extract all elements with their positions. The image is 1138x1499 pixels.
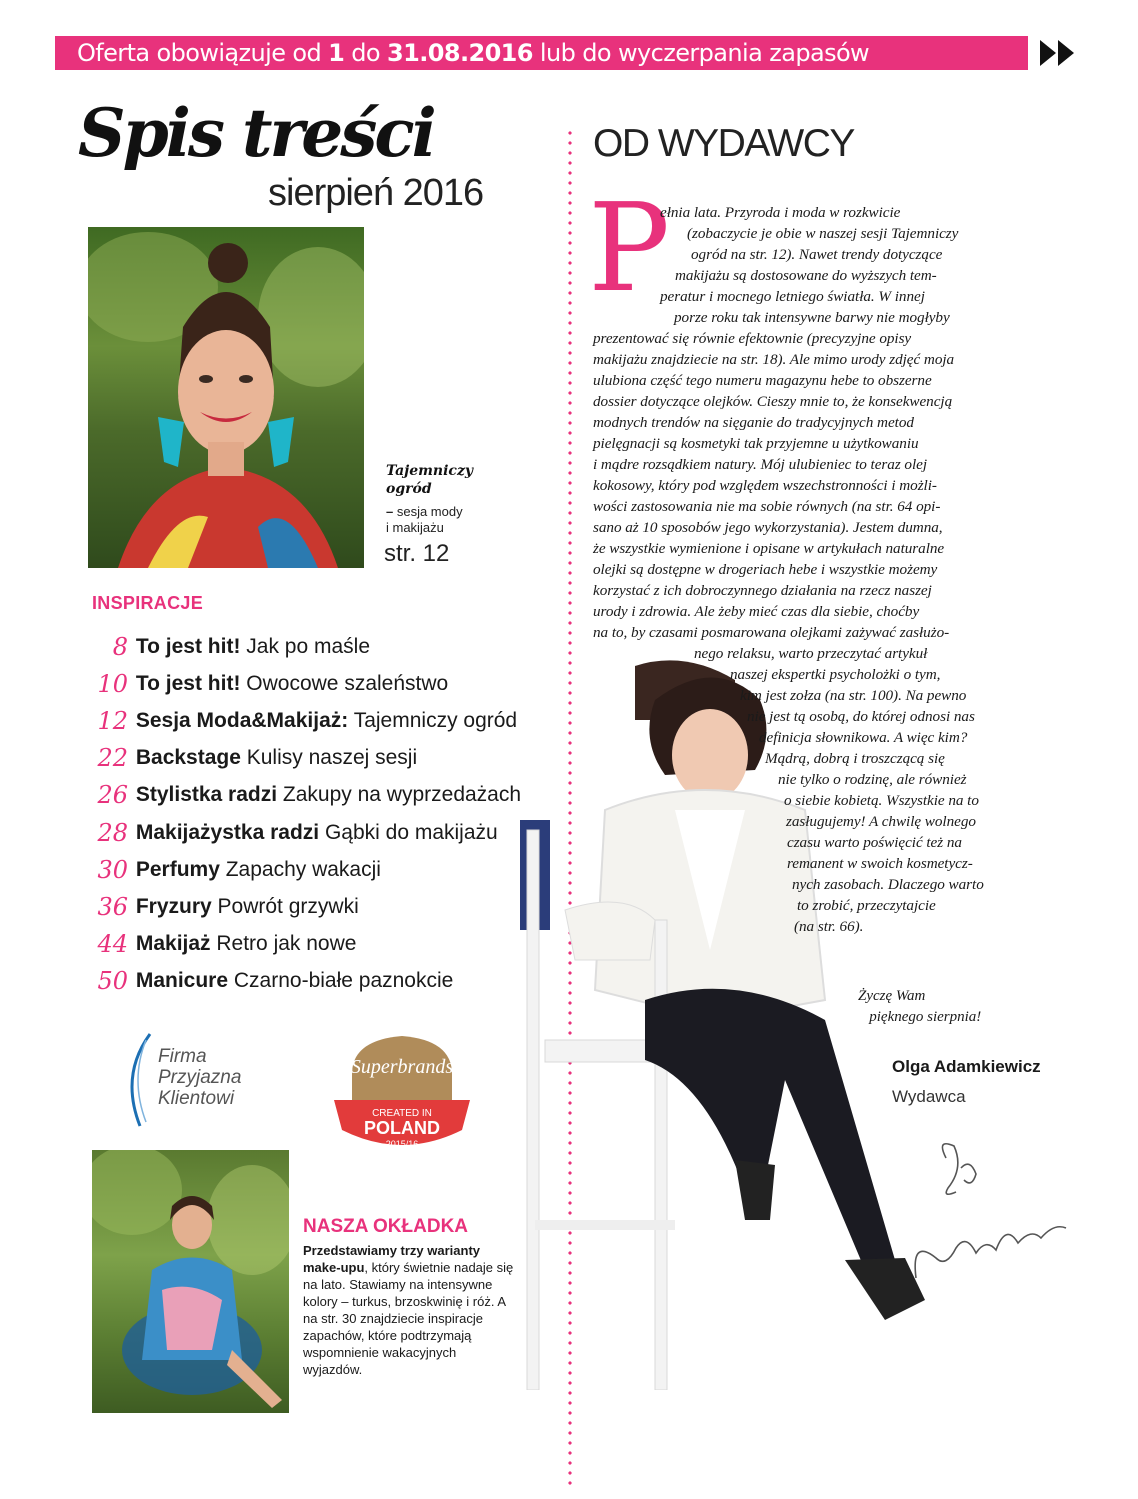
editorial-line: (zobaczycie je obie w naszej sesji Tajemniczy: [687, 225, 959, 242]
toc-item-label: Perfumy Zapachy wakacji: [135, 857, 381, 881]
toc-page-number: 36: [97, 892, 128, 921]
year-label: 2015/16: [385, 1139, 419, 1149]
toc-item-label: To jest hit! Owocowe szaleństwo: [135, 671, 449, 695]
toc-item-label: Backstage Kulisy naszej sesji: [135, 746, 418, 770]
toc-item-label: Stylistka radzi Zakupy na wyprzedażach: [135, 783, 522, 807]
toc-page-number: 22: [97, 744, 128, 773]
toc-page-number: 8: [112, 632, 128, 661]
toc-page-number: 26: [97, 781, 128, 810]
toc-item-label: Manicure Czarno-białe paznokcie: [135, 969, 454, 993]
toc-item[interactable]: [88, 777, 558, 814]
editorial-line: olejki są dostępne w drogeriach hebe i wszystkie możemy: [593, 561, 938, 578]
editorial-line: i mądre rozsądkiem natury. Mój ulubieniec to teraz olej: [593, 456, 927, 473]
toc-item[interactable]: [88, 888, 558, 925]
toc-page-number: 44: [97, 930, 128, 959]
editorial-line: nie tylko o rodzinę, ale również: [778, 771, 967, 788]
editorial-line: peratur i mocnego letniego światła. W innej: [660, 288, 925, 305]
feature-photo-illustration: [88, 227, 364, 568]
toc-item[interactable]: [88, 740, 558, 777]
superbrands-label: Superbrands: [350, 1056, 454, 1078]
toc-item-label: Fryzury Powrót grzywki: [135, 894, 359, 918]
editorial-greeting: Życzę Wam pięknego sierpnia!: [858, 988, 982, 1025]
toc-section-label: INSPIRACJE: [92, 593, 204, 613]
toc-page-number: 28: [97, 818, 128, 847]
editorial-line: urody i zdrowia. Ale żeby mieć czas dla siebie, choćby: [593, 603, 920, 620]
toc-page-number: 50: [97, 967, 128, 996]
editorial-line: nie jest tą osobą, do której odnosi nas: [747, 708, 975, 725]
cover-photo: [92, 1150, 289, 1413]
editorial-line: ełnia lata. Przyroda i moda w rozkwicie: [660, 204, 901, 221]
editorial-line: prezentować się równie efektownie (precyzyjne opisy: [593, 330, 912, 347]
toc-item-label: To jest hit! Jak po maśle: [135, 634, 371, 658]
page-title: Spis treści: [78, 94, 434, 172]
superbrands-badge: [332, 1030, 472, 1164]
editorial-line: sano aż 10 sposobów jego wykorzystania). Jestem dumna,: [593, 519, 943, 536]
editorial-line: o siebie kobietą. Wszystkie na to: [784, 792, 979, 809]
editorial-line: że wszystkie wymienione i opisane w artykułach naturalne: [593, 540, 945, 557]
toc-item-label: Makijażystka radzi Gąbki do makijażu: [135, 820, 498, 844]
editorial-line: makijażu znajdziecie na str. 18). Ale mimo urody zdjęć moja: [593, 351, 955, 368]
editor-name: Olga Adamkiewicz: [892, 1057, 1041, 1076]
feature-page-number: str. 12: [384, 540, 450, 567]
editorial-dropcap: P: [588, 177, 671, 319]
editorial-line: dossier dotyczące olejków. Cieszy mnie to, że konsekwencją: [593, 393, 953, 410]
toc-page-number: 30: [97, 855, 128, 884]
toc-item[interactable]: [88, 628, 558, 665]
toc-page-number: 10: [97, 669, 128, 698]
editorial-line: nych zasobach. Dlaczego warto: [792, 876, 984, 893]
editorial-line: Mądrą, dobrą i troszczącą się: [765, 750, 945, 767]
editorial-line: makijażu są dostosowane do wyższych tem-: [675, 267, 937, 284]
toc-page-number: 12: [97, 706, 128, 735]
fast-forward-icon[interactable]: [1038, 38, 1078, 68]
cover-section-title: NASZA OKŁADKA: [303, 1216, 469, 1237]
signature-icon: [906, 1128, 1076, 1288]
editorial-heading: OD WYDAWCY: [593, 122, 854, 165]
editorial-line: porze roku tak intensywne barwy nie mogłyby: [674, 309, 950, 326]
editor-role: Wydawca: [892, 1087, 966, 1106]
editorial-line: (na str. 66).: [794, 918, 864, 935]
feature-caption-title: Tajemniczy ogród: [386, 463, 474, 497]
feature-caption-subtitle: – sesja mody i makijażu: [386, 504, 463, 535]
editorial-line: ogród na str. 12). Nawet trendy dotyczące: [691, 246, 943, 263]
editorial-line: remanent w swoich kosmetycz-: [787, 855, 973, 872]
editorial-line: definicja słownikowa. A więc kim?: [759, 729, 968, 746]
toc-item[interactable]: [88, 702, 558, 739]
editorial-line: nego relaksu, warto przeczytać artykuł: [694, 645, 928, 662]
created-in-label: CREATED IN: [372, 1108, 432, 1119]
editorial-line: korzystać z ich dobroczynnego działania na rzecz naszej: [593, 582, 932, 599]
editorial-line: modnych trendów na sięganie do tradycyjnych metod: [593, 414, 914, 431]
editorial-line: pielęgnacji są kosmetyki tak przyjemne u użytkowaniu: [593, 435, 919, 452]
editorial-line: naszej ekspertki psycholożki o tym,: [730, 666, 941, 683]
page-subtitle: sierpień 2016: [268, 172, 484, 214]
cover-description: Przedstawiamy trzy warianty make-upu, który świetnie nadaje się na lato. Stawiamy na intensywne kolory – turkus, brzoskwinię i róż. A na str. 30 znajdziecie inspiracje zapachów, które podtrzymają wspomnienie wakacyjnych wyjazdów.: [303, 1243, 514, 1377]
toc-item-label: Makijaż Retro jak nowe: [135, 932, 357, 956]
editorial-line: wości zastosowania nie ma sobie równych (na str. 64 opi-: [593, 498, 941, 515]
toc-item[interactable]: [88, 926, 558, 963]
offer-banner: Oferta obowiązuje od 1 do 31.08.2016 lub do wyczerpania zapasów: [55, 36, 1028, 70]
editorial-line: ulubiona część tego numeru magazynu hebe to obszerne: [593, 372, 932, 389]
cover-photo-illustration: [92, 1150, 289, 1413]
editorial-line: czasu warto poświęcić też na: [787, 834, 962, 851]
toc-item[interactable]: [88, 851, 558, 888]
toc-item[interactable]: [88, 814, 558, 851]
toc-item-label: Sesja Moda&Makijaż: Tajemniczy ogród: [135, 708, 518, 732]
editorial-line: zasługujemy! A chwilę wolnego: [786, 813, 976, 830]
country-label: POLAND: [364, 1118, 440, 1138]
feature-photo: [88, 227, 364, 568]
editorial-line: kokosowy, który pod względem wszechstronności i możli-: [593, 477, 937, 494]
editorial-line: kim jest zołza (na str. 100). Na pewno: [740, 687, 967, 704]
editorial-line: to zrobić, przeczytajcie: [797, 897, 936, 914]
firma-przyjazna-text: Firma Przyjazna Klientowi: [158, 1046, 242, 1109]
editorial-line: na to, by czasami posmarowana olejkami zażywać zasłużo-: [593, 624, 950, 641]
toc-item[interactable]: [88, 963, 558, 1000]
toc-item[interactable]: [88, 665, 558, 702]
table-of-contents: [88, 628, 558, 1000]
